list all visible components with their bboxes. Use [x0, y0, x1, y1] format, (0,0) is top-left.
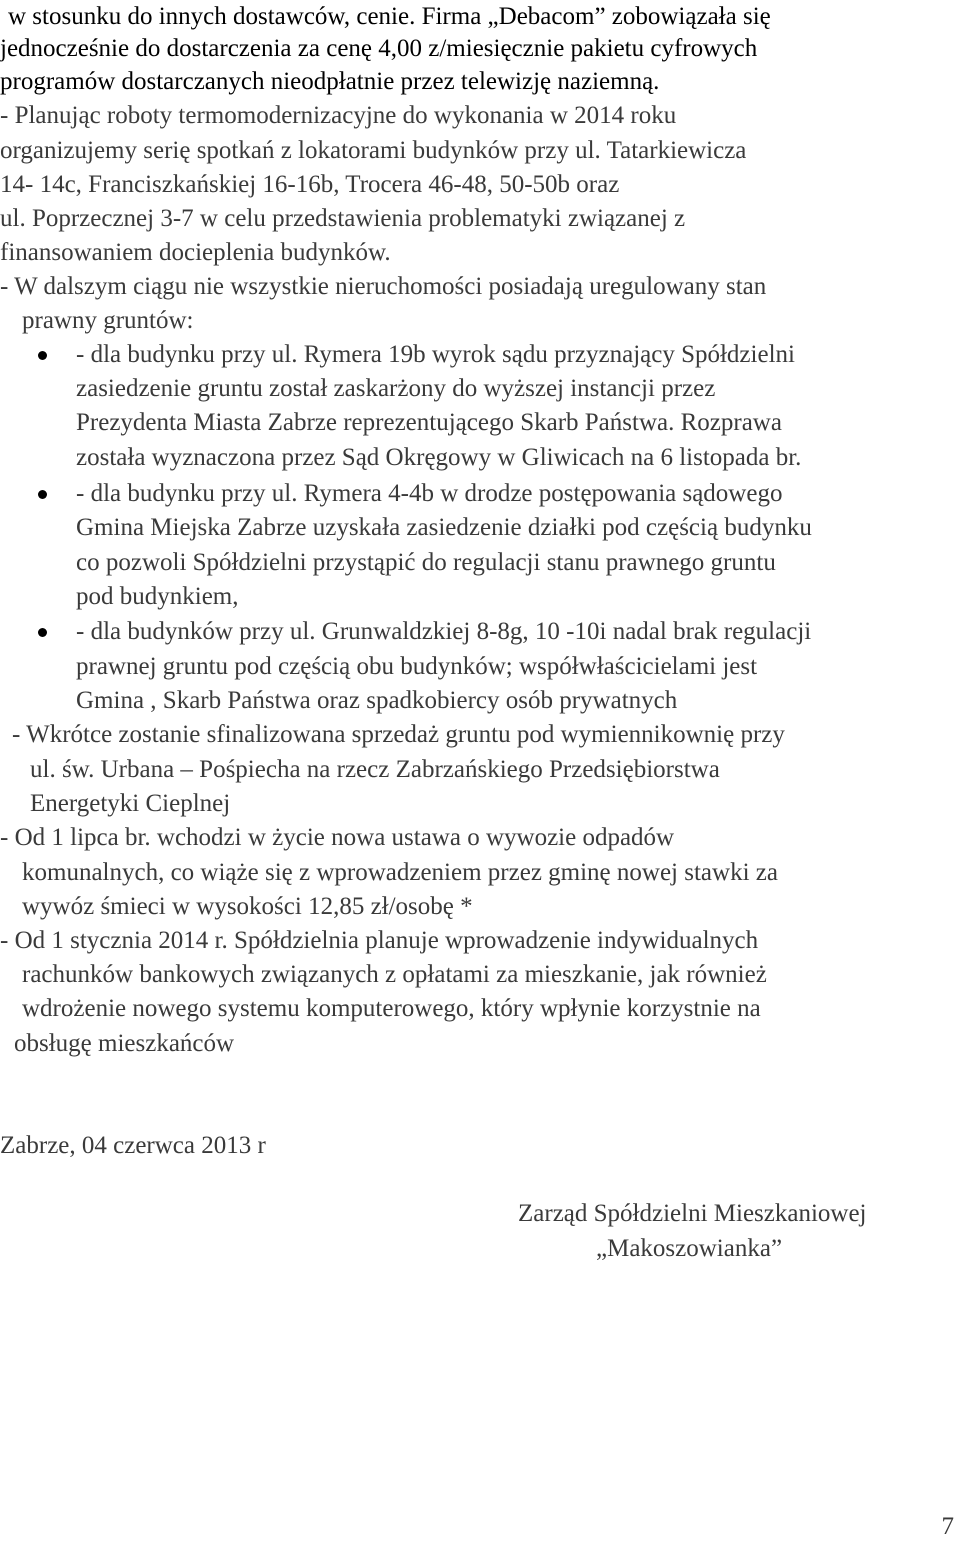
text-line: programów dostarczanych nieodpłatnie przez telewizję naziemną.	[0, 68, 660, 95]
date-line: Zabrze, 04 czerwca 2013 r	[0, 1132, 266, 1159]
text-line: - dla budynków przy ul. Grunwaldzkiej 8-8g, 10 -10i nadal brak regulacji	[76, 618, 812, 645]
text-line: - dla budynku przy ul. Rymera 19b wyrok sądu przyznający Spółdzielni	[76, 341, 795, 368]
text-line: - Od 1 stycznia 2014 r. Spółdzielnia planuje wprowadzenie indywidualnych	[0, 927, 759, 954]
text-line: wdrożenie nowego systemu komputerowego, który wpłynie korzystnie na	[22, 995, 761, 1022]
text-line: prawnej gruntu pod częścią obu budynków; współwłaścicielami jest	[76, 653, 758, 680]
text-line: - dla budynku przy ul. Rymera 4-4b w drodze postępowania sądowego	[76, 480, 783, 507]
bullet-icon	[38, 351, 47, 360]
text-line: zasiedzenie gruntu został zaskarżony do wyższej instancji przez	[76, 375, 716, 402]
text-line: finansowaniem docieplenia budynków.	[0, 239, 391, 266]
text-line: w stosunku do innych dostawców, cenie. Firma „Debacom” zobowiązała się	[8, 3, 771, 30]
text-line: obsługę mieszkańców	[14, 1030, 235, 1057]
text-line: organizujemy serię spotkań z lokatorami budynków przy ul. Tatarkiewicza	[0, 137, 747, 164]
text-line: - Planując roboty termomodernizacyjne do wykonania w 2014 roku	[0, 102, 677, 129]
text-line: - Wkrótce zostanie sfinalizowana sprzedaż gruntu pod wymiennikownię przy	[12, 721, 785, 748]
text-line: wywóz śmieci w wysokości 12,85 zł/osobę *	[22, 893, 473, 920]
bullet-icon	[38, 628, 47, 637]
signature-line: „Makoszowianka”	[596, 1235, 783, 1262]
text-line: - Od 1 lipca br. wchodzi w życie nowa ustawa o wywozie odpadów	[0, 824, 675, 851]
text-line: ul. św. Urbana – Pośpiecha na rzecz Zabrzańskiego Przedsiębiorstwa	[30, 756, 720, 783]
text-line: komunalnych, co wiąże się z wprowadzeniem przez gminę nowej stawki za	[22, 859, 778, 886]
text-line: pod budynkiem,	[76, 583, 239, 610]
text-line: co pozwoli Spółdzielni przystąpić do regulacji stanu prawnego gruntu	[76, 549, 776, 576]
text-line: została wyznaczona przez Sąd Okręgowy w Gliwicach na 6 listopada br.	[76, 444, 802, 471]
text-line: Energetyki Cieplnej	[30, 790, 231, 817]
page-number: 7	[941, 1513, 954, 1540]
text-line: Prezydenta Miasta Zabrze reprezentującego Skarb Państwa. Rozprawa	[76, 409, 782, 436]
text-line: 14- 14c, Franciszkańskiej 16-16b, Trocera 46-48, 50-50b oraz	[0, 171, 620, 198]
text-line: Gmina , Skarb Państwa oraz spadkobiercy osób prywatnych	[76, 687, 678, 714]
text-line: rachunków bankowych związanych z opłatami za mieszkanie, jak również	[22, 961, 767, 988]
text-line: Gmina Miejska Zabrze uzyskała zasiedzenie działki pod częścią budynku	[76, 514, 812, 541]
text-line: - W dalszym ciągu nie wszystkie nieruchomości posiadają uregulowany stan	[0, 273, 767, 300]
signature-line: Zarząd Spółdzielni Mieszkaniowej	[518, 1200, 867, 1227]
bullet-icon	[38, 490, 47, 499]
text-line: jednocześnie do dostarczenia za cenę 4,00 z/miesięcznie pakietu cyfrowych	[0, 35, 758, 62]
text-line: prawny gruntów:	[22, 307, 194, 334]
text-line: ul. Poprzecznej 3-7 w celu przedstawienia problematyki związanej z	[0, 205, 686, 232]
